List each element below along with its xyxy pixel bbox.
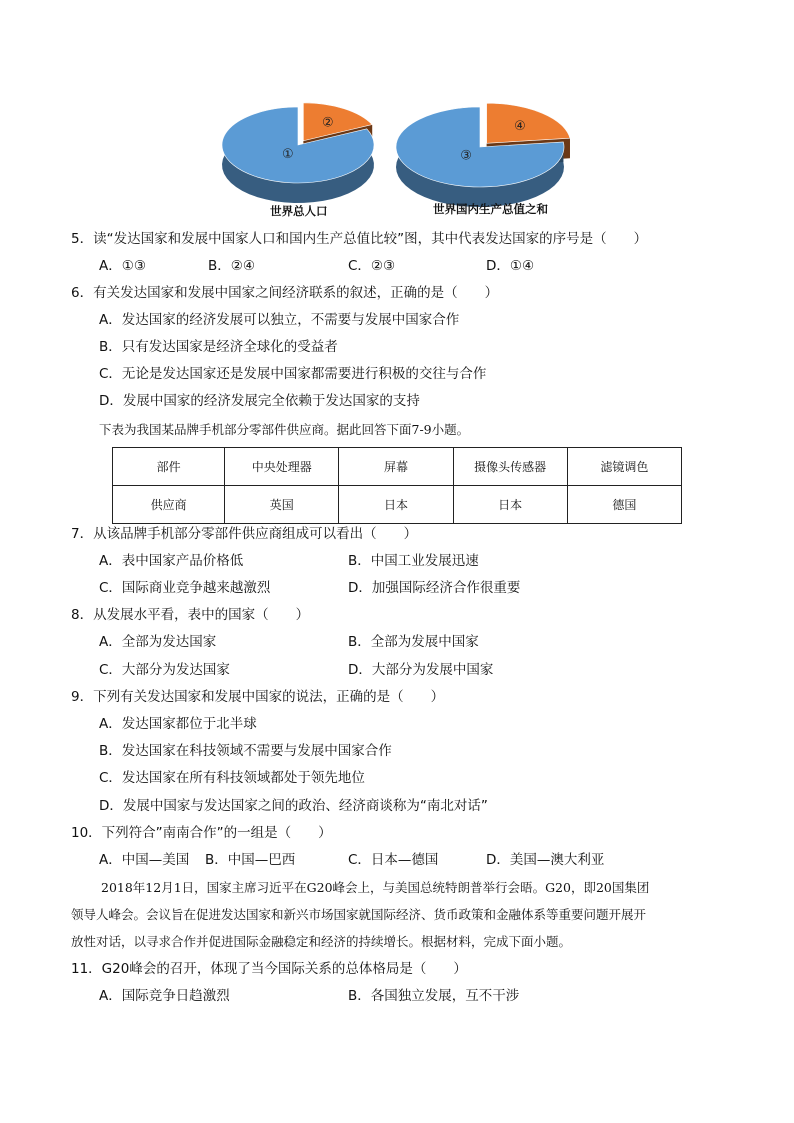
q10-option-b[interactable]: B．中国—巴西 <box>205 852 296 868</box>
q8-option-a[interactable]: A．全部为发达国家 <box>99 634 217 650</box>
q6-option-c[interactable]: C．无论是发达国家还是发展中国家都需要进行积极的交往与合作 <box>99 366 487 382</box>
q9-option-a[interactable]: A．发达国家都位于北半球 <box>99 716 257 732</box>
table-header-cell: 摄像头传感器 <box>453 448 567 486</box>
q8-option-c[interactable]: C．大部分为发达国家 <box>99 662 230 678</box>
q10-option-d[interactable]: D．美国—澳大利亚 <box>486 852 605 868</box>
q11-option-a[interactable]: A．国际竞争日趋激烈 <box>99 988 230 1004</box>
pie-slice-④ <box>487 103 570 143</box>
table-header-cell: 滤镜调色 <box>567 448 681 486</box>
question-6-stem: 6．有关发达国家和发展中国家之间经济联系的叙述，正确的是（ ） <box>71 285 499 301</box>
table-cell: 德国 <box>567 486 681 524</box>
q5-option-a[interactable]: A．①③ <box>99 258 146 274</box>
q9-option-b[interactable]: B．发达国家在科技领域不需要与发展中国家合作 <box>99 743 392 759</box>
q5-option-d[interactable]: D．①④ <box>486 258 535 274</box>
q8-option-d[interactable]: D．大部分为发展中国家 <box>348 662 494 678</box>
question-9-stem: 9．下列有关发达国家和发展中国家的说法，正确的是（ ） <box>71 689 445 705</box>
q5-option-b[interactable]: B．②④ <box>208 258 255 274</box>
q6-option-a[interactable]: A．发达国家的经济发展可以独立，不需要与发展中国家合作 <box>99 312 460 328</box>
supplier-table <box>112 447 682 524</box>
q5-option-c[interactable]: C．②③ <box>348 258 396 274</box>
q7-option-a[interactable]: A．表中国家产品价格低 <box>99 553 244 569</box>
table-intro: 下表为我国某品牌手机部分零部件供应商。据此回答下面7-9小题。 <box>99 422 470 437</box>
pie-label-③: ③ <box>460 148 472 164</box>
q7-option-b[interactable]: B．中国工业发展迅速 <box>348 553 479 569</box>
q9-option-d[interactable]: D．发展中国家与发达国家之间的政治、经济商谈称为“南北对话” <box>99 798 488 814</box>
question-10-stem: 10．下列符合”南南合作”的一组是（ ） <box>71 825 332 841</box>
q11-option-b[interactable]: B．各国独立发展，互不干涉 <box>348 988 520 1004</box>
table-header-cell: 屏幕 <box>339 448 453 486</box>
table-cell: 供应商 <box>113 486 225 524</box>
table-row <box>113 486 682 524</box>
q8-option-b[interactable]: B．全部为发展中国家 <box>348 634 479 650</box>
q6-option-d[interactable]: D．发展中国家的经济发展完全依赖于发达国家的支持 <box>99 393 420 409</box>
pie-chart-gdp <box>396 103 570 207</box>
passage <box>71 874 731 955</box>
q10-option-a[interactable]: A．中国—美国 <box>99 852 190 868</box>
passage-line: 放性对话，以寻求合作并促进国际金融稳定和经济的持续增长。根据材料，完成下面小题。 <box>71 934 572 949</box>
question-7-stem: 7．从该品牌手机部分零部件供应商组成可以看出（ ） <box>71 526 418 542</box>
q6-option-b[interactable]: B．只有发达国家是经济全球化的受益者 <box>99 339 338 355</box>
pie-title-gdp: 世界国内生产总值之和 <box>433 202 548 216</box>
q10-option-c[interactable]: C．日本—德国 <box>348 852 439 868</box>
q7-option-c[interactable]: C．国际商业竞争越来越激烈 <box>99 580 271 596</box>
question-8-stem: 8．从发展水平看，表中的国家（ ） <box>71 607 310 623</box>
pie-label-④: ④ <box>514 119 526 135</box>
pie-chart-population <box>222 103 374 203</box>
table-cell: 日本 <box>339 486 453 524</box>
passage-line: 2018年12月1日，国家主席习近平在G20峰会上，与美国总统特朗普举行会晤。G20，即20国集团 <box>101 880 650 895</box>
table-cell: 日本 <box>453 486 567 524</box>
question-11-stem: 11．G20峰会的召开，体现了当今国际关系的总体格局是（ ） <box>71 961 467 977</box>
pie-label-①: ① <box>281 147 294 163</box>
pie-label-②: ② <box>321 115 334 131</box>
q9-option-c[interactable]: C．发达国家在所有科技领域都处于领先地位 <box>99 770 365 786</box>
table-header-cell: 中央处理器 <box>225 448 339 486</box>
table-cell: 英国 <box>225 486 339 524</box>
q7-option-d[interactable]: D．加强国际经济合作很重要 <box>348 580 521 596</box>
question-5-stem: 5．读“发达国家和发展中国家人口和国内生产总值比较”图，其中代表发达国家的序号是（ ） <box>71 231 648 247</box>
table-header-cell: 部件 <box>113 448 225 486</box>
pie-title-population: 世界总人口 <box>270 204 328 218</box>
passage-line: 领导人峰会。会议旨在促进发达国家和新兴市场国家就国际经济、货币政策和金融体系等重要问题开展开 <box>71 907 647 922</box>
table-header-row <box>113 448 682 486</box>
